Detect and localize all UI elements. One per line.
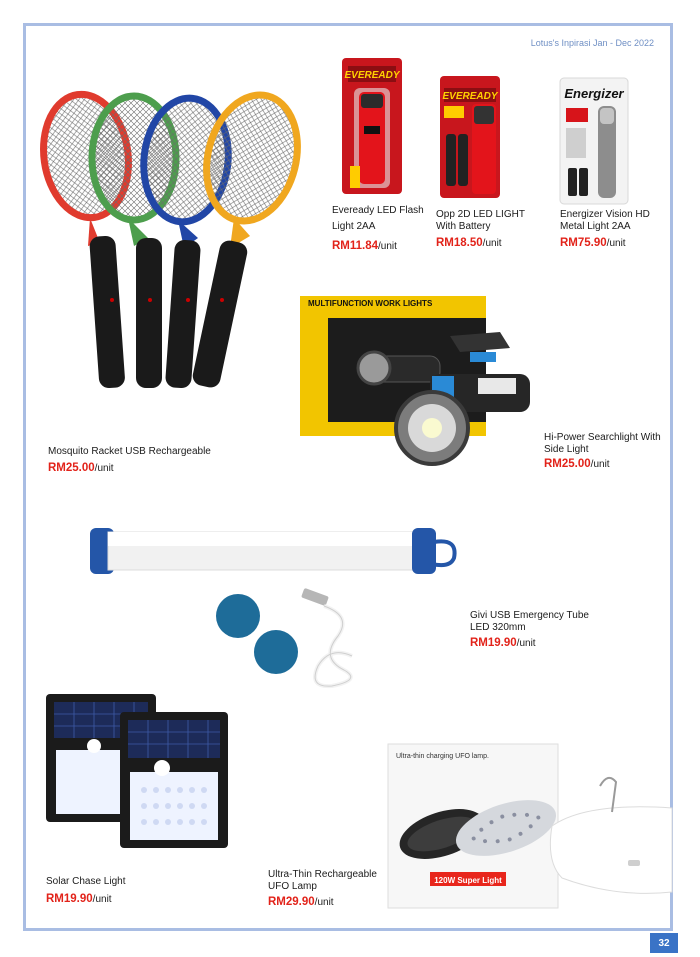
eveready-logo: EVEREADY <box>442 91 498 102</box>
price-usb-tube: RM19.90/unit <box>470 637 536 649</box>
page-number: 32 <box>650 933 678 953</box>
product-name-eveready: Eveready LED Flash Light 2AA <box>332 205 424 232</box>
solar-light-image <box>44 690 230 850</box>
ufo-lamp-image <box>386 742 676 912</box>
price-solar-light: RM19.90/unit <box>46 893 112 905</box>
product-name-solar-light: Solar Chase Light <box>46 876 126 887</box>
energizer-light-image <box>558 76 630 206</box>
product-name-mosquito-racket: Mosquito Racket USB Rechargeable <box>48 446 211 457</box>
box-heading: Ultra-thin charging UFO lamp. <box>396 753 489 760</box>
product-name-opp: Opp 2D LED LIGHT With Battery <box>436 209 525 232</box>
energizer-logo: Energizer <box>564 86 624 101</box>
searchlight-image <box>300 296 540 474</box>
price-mosquito-racket: RM25.00/unit <box>48 462 114 474</box>
price-energizer: RM75.90/unit <box>560 237 626 249</box>
product-name-energizer: Energizer Vision HD Metal Light 2AA <box>560 209 650 232</box>
product-name-searchlight: Hi-Power Searchlight With Side Light <box>544 432 661 455</box>
mosquito-racket-image <box>38 88 314 398</box>
price-opp: RM18.50/unit <box>436 237 502 249</box>
price-searchlight: RM25.00/unit <box>544 458 610 470</box>
price-eveready: RM11.84/unit <box>332 240 397 252</box>
price-ufo-lamp: RM29.90/unit <box>268 896 334 908</box>
catalogue-header: Lotus's Inpirasi Jan - Dec 2022 <box>530 38 654 48</box>
product-name-ufo-lamp: Ultra-Thin Rechargeable UFO Lamp <box>268 869 377 892</box>
eveready-flashlight-image <box>340 56 404 196</box>
usb-cable-and-pads-image <box>212 586 382 690</box>
eveready-logo: EVEREADY <box>344 70 400 81</box>
usb-tube-light-image <box>86 522 462 582</box>
product-name-usb-tube: Givi USB Emergency Tube LED 320mm <box>470 610 589 633</box>
box-title: MULTIFUNCTION WORK LIGHTS <box>308 299 433 308</box>
opp-2d-light-image <box>438 74 502 200</box>
wattage-badge: 120W Super Light <box>434 876 502 885</box>
